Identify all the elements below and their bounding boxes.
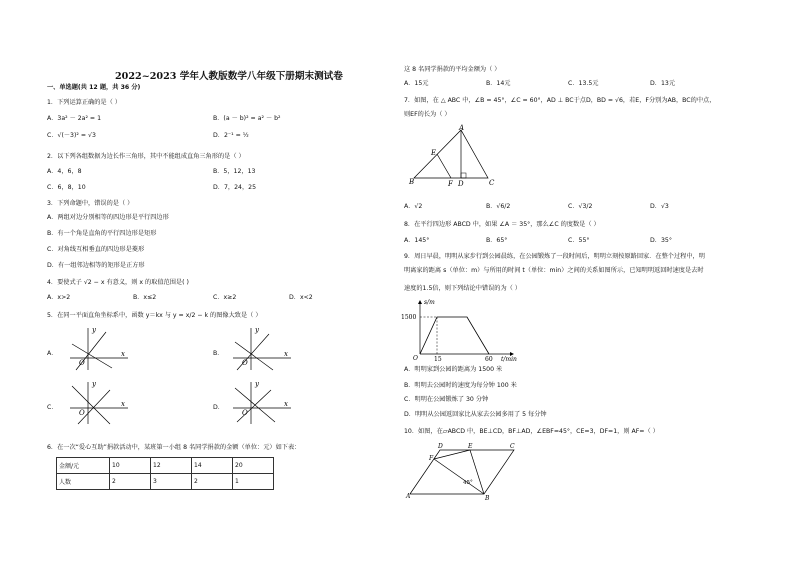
angle-label: 45° <box>463 480 473 486</box>
q6-stem: 6．在一次“爱心互助”捐款活动中，某班第一小组 8 名同学捐款的金额（单位：元）如下表： <box>47 444 301 451</box>
point-d-label: D <box>458 180 464 188</box>
x-tick-label: 15 <box>434 356 442 363</box>
paper-title: 2022~2023 学年人教版数学八年级下册期末测试卷 <box>115 71 343 82</box>
axis-y-label: y <box>255 326 259 334</box>
q3-option-c: C．对角线互相垂直的四边形是菱形 <box>47 246 145 253</box>
q5-graph-d <box>229 378 297 428</box>
table-cell: 3 <box>151 474 192 490</box>
q4-stem: 4．要使式子 √2 − x 有意义，则 x 的取值范围是( ) <box>47 279 189 286</box>
table-cell: 14 <box>192 458 233 474</box>
axis-y-label: y <box>92 380 96 388</box>
section-heading: 一、单选题(共 12 题，共 36 分) <box>47 84 141 91</box>
origin-label: O <box>242 409 248 417</box>
q6-option-a: A．15元 <box>404 80 429 87</box>
point-e-label: E <box>468 443 473 450</box>
point-c-label: C <box>489 179 495 187</box>
q9-stem-line2: 明离家的距离 s（单位：m）与所用的时间 t（单位：min）之间的关系如图所示，已知明明返回时速度是去时 <box>404 267 704 274</box>
point-a-label: A <box>459 124 465 132</box>
q4-option-a: A．x>2 <box>47 294 71 301</box>
q2-option-b: B．5，12，13 <box>213 168 256 175</box>
q9-option-d: D．明明从公园返回家比从家去公园多用了 5 每分钟 <box>404 411 547 418</box>
q5-graph-b <box>229 324 297 372</box>
q1-option-a: A．3a² － 2a² = 1 <box>47 115 102 122</box>
q2-option-a: A．4，6，8 <box>47 168 82 175</box>
origin-label: O <box>79 359 85 367</box>
q9-option-c: C．明明在公园锻炼了 30 分钟 <box>404 396 489 403</box>
q4-option-b: B．x≤2 <box>133 294 157 301</box>
q8-option-a: A．145° <box>404 237 430 244</box>
q9-distance-time-graph <box>401 298 522 363</box>
q7-option-c: C．√3/2 <box>568 203 593 210</box>
axis-x-label: x <box>284 350 288 358</box>
q7-stem: 7．如图，在 △ ABC 中，∠B = 45°，∠C = 60°，AD ⊥ BC于点D，BD = √6，若E，F分别为AB，BC的中点， <box>404 97 716 104</box>
q2-option-d: D．7，24，25 <box>213 184 257 191</box>
y-tick-label: 1500 <box>401 314 417 321</box>
q5-graph-c <box>66 378 134 428</box>
q9-option-a: A．明明家到公园的距离为 1500 米 <box>404 366 503 373</box>
table-row <box>57 474 274 490</box>
q3-stem: 3．下列命题中，错误的是（ ） <box>47 200 134 207</box>
table-cell: 人数 <box>57 474 110 490</box>
q5-option-a: A． <box>47 350 58 357</box>
q9-stem-line3: 速度的1.5倍，则下列结论中错误的为（ ） <box>404 285 521 292</box>
table-cell: 10 <box>110 458 151 474</box>
table-cell: 2 <box>110 474 151 490</box>
table-cell: 金额/元 <box>57 458 110 474</box>
point-f-label: F <box>448 180 453 188</box>
point-c-label: C <box>510 443 515 450</box>
axis-x-label: x <box>121 400 125 408</box>
q10-stem: 10．如图，在▱ABCD 中，BE⊥CD，BF⊥AD，∠EBF=45°，CE=3，DF=1，则 AF=（ ） <box>404 428 659 435</box>
q7-option-a: A．√2 <box>404 203 423 210</box>
table-cell: 1 <box>233 474 274 490</box>
q6-option-b: B．14元 <box>486 80 511 87</box>
q3-option-d: D．有一组邻边相等的矩形是正方形 <box>47 262 145 269</box>
q5-option-d: D． <box>213 404 224 411</box>
point-a-label: A <box>406 493 411 500</box>
q6-donation-table <box>56 457 274 490</box>
q7-option-d: D．√3 <box>650 203 669 210</box>
origin-label: O <box>79 409 85 417</box>
q2-option-c: C．6，8，10 <box>47 184 86 191</box>
q5-stem: 5．在同一平面直角坐标系中，函数 y＝kx 与 y = x/2 − k 的图像大致是（ ） <box>47 312 262 319</box>
q7-option-b: B．√6/2 <box>486 203 511 210</box>
axis-x-label: x <box>121 350 125 358</box>
q1-stem: 1．下列运算正确的是（ ） <box>47 99 121 106</box>
table-cell: 20 <box>233 458 274 474</box>
x-tick-label: 60 <box>485 356 493 363</box>
point-e-label: E <box>431 149 437 157</box>
origin-label: O <box>242 359 248 367</box>
point-d-label: D <box>438 443 443 450</box>
q4-option-d: D．x<2 <box>289 294 313 301</box>
q10-parallelogram-figure <box>404 442 526 500</box>
point-b-label: B <box>409 178 415 186</box>
q6-option-c: C．13.5元 <box>568 80 599 87</box>
point-b-label: B <box>485 495 490 502</box>
q6-option-d: D．13元 <box>650 80 676 87</box>
q1-option-b: B．(a － b)² = a² － b² <box>213 115 281 122</box>
table-row <box>57 458 274 474</box>
q5-option-b: B． <box>213 350 224 357</box>
t-axis-label: t/min <box>501 356 517 363</box>
q6-stem-continued: 这 8 名同学捐款的平均金额为（ ） <box>404 66 501 73</box>
q3-option-a: A．两组对边分别相等的四边形是平行四边形 <box>47 214 169 221</box>
q7-triangle-figure <box>404 124 496 188</box>
q1-option-d: D．2⁻¹ = ½ <box>213 132 249 139</box>
q5-graph-a <box>66 324 134 372</box>
axis-y-label: y <box>255 380 259 388</box>
q2-stem: 2．以下列各组数据为边长作三角形，其中不能组成直角三角形的是（ ） <box>47 153 245 160</box>
q1-option-c: C．√(－3)² = √3 <box>47 132 96 139</box>
q8-option-c: C．55° <box>568 237 590 244</box>
q5-option-c: C． <box>47 404 58 411</box>
q8-option-b: B．65° <box>486 237 508 244</box>
axis-x-label: x <box>284 400 288 408</box>
origin-label: O <box>413 355 418 362</box>
q4-option-c: C．x≥2 <box>213 294 237 301</box>
q8-stem: 8．在平行四边形 ABCD 中，如果 ∠A ＝ 35°，那么∠C 的度数是（ ） <box>404 221 600 228</box>
q9-option-b: B．明明去公园时的速度为每分钟 100 米 <box>404 382 517 389</box>
axis-y-label: y <box>92 326 96 334</box>
point-f-label: F <box>429 455 434 462</box>
q7-stem-continued: 则EF的长为（ ） <box>404 111 451 118</box>
q8-option-d: D．35° <box>650 237 672 244</box>
q3-option-b: B．有一个角是直角的平行四边形是矩形 <box>47 230 157 237</box>
s-axis-label: s/m <box>424 299 435 306</box>
table-cell: 2 <box>192 474 233 490</box>
q9-stem: 9．周日早晨，明明从家步行到公园晨练，在公园锻炼了一段时间后，明明立刻按原路回家．在整个过程中，明 <box>404 253 705 260</box>
table-cell: 12 <box>151 458 192 474</box>
